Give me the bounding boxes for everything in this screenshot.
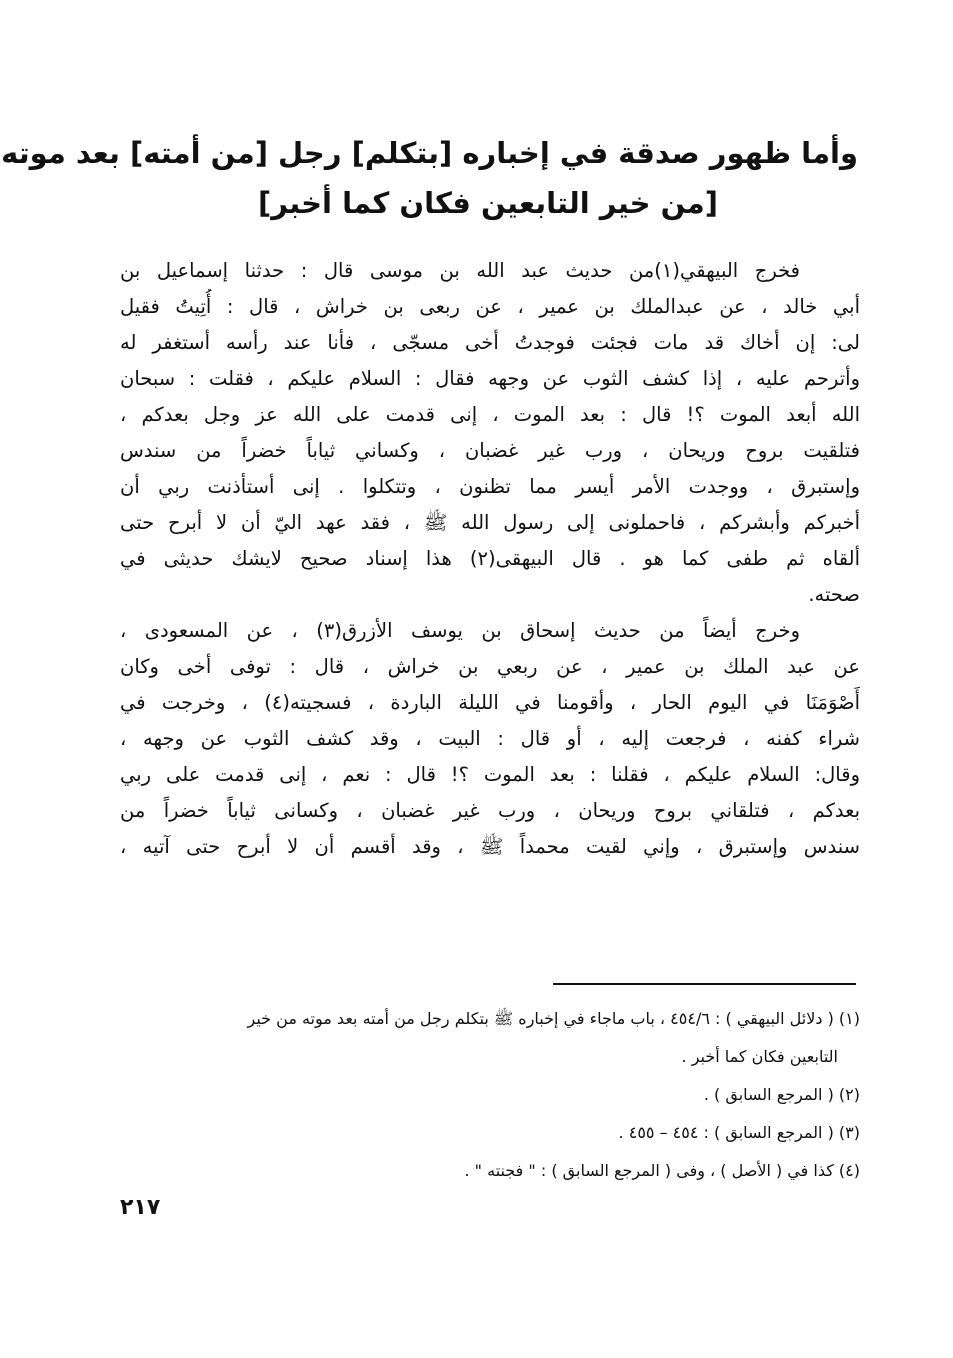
footnote-3: (٣) ( المرجع السابق ) : ٤٥٤ – ٤٥٥ . — [618, 1123, 860, 1142]
chapter-heading — [1, 128, 858, 228]
text-line: سندس وإستبرق ، وإني لقيت محمداً ﷺ ، وقد أقسم أن لا أبرح حتى آتيه ، — [120, 835, 860, 858]
text-line: وأترحم عليه ، إذا كشف الثوب عن وجهه فقال : السلام عليكم ، فقلت : سبحان — [120, 367, 860, 390]
text-line: لى: إن أخاك قد مات فجئت فوجدتُ أخى مسجّى ، فأنا عند رأسه أستغفر له — [120, 331, 860, 354]
text-line: ألقاه ثم طفى كما هو . قال البيهقى(٢) هذا إسناد صحيح لايشك حديثى في — [120, 547, 860, 570]
heading-line-2: [من خير التابعين فكان كما أخبر] — [258, 186, 718, 220]
text-line: أَصْوَمَنَا في اليوم الحار ، وأقومنا في الليلة الباردة ، فسجيته(٤) ، وخرجت في — [120, 691, 860, 714]
footnote-4: (٤) كذا في ( الأصل ) ، وفى ( المرجع السابق ) : " فجنته " . — [464, 1161, 860, 1180]
footnote-1-continued: التابعين فكان كما أخبر . — [681, 1047, 838, 1066]
body-text — [120, 253, 860, 865]
text-line: بعدكم ، فتلقاني بروح وريحان ، ورب غير غضبان ، وكسانى ثياباً خضراً من — [120, 799, 860, 822]
text-line: فخرج البيهقي(١)من حديث عبد الله بن موسى قال : حدثنا إسماعيل بن — [120, 259, 801, 282]
text-line: وقال: السلام عليكم ، فقلنا : بعد الموت ؟! قال : نعم ، إنى قدمت على ربي — [120, 763, 860, 786]
text-line: أبي خالد ، عن عبدالملك بن عمير ، عن ربعى بن خراش ، قال : أُتِيتُ فقيل — [120, 295, 860, 318]
text-line: صحته. — [808, 583, 860, 606]
text-line: أخبركم وأبشركم ، فاحملونى إلى رسول الله ﷺ ، فقد عهد اليّ أن لا أبرح حتى — [120, 511, 860, 534]
text-line: وخرج أيضاً من حديث إسحاق بن يوسف الأزرق(٣) ، عن المسعودى ، — [120, 619, 800, 642]
page-number: ٢١٧ — [120, 1195, 161, 1220]
text-line: فتلقيت بروح وريحان ، ورب غير غضبان ، وكساني ثياباً خضراً من سندس — [120, 439, 860, 462]
text-line: وإستبرق ، ووجدت الأمر أيسر مما تظنون ، وتتكلوا . إنى أستأذنت ربي أن — [120, 475, 860, 498]
heading-line-1: وأما ظهور صدقة في إخباره [بتكلم] رجل [من أمته] بعد موته — [1, 136, 858, 170]
footnote-2: (٢) ( المرجع السابق ) . — [703, 1085, 860, 1104]
footnotes — [120, 1000, 860, 1190]
text-line: عن عبد الملك بن عمير ، عن ربعي بن خراش ، قال : توفى أخى وكان — [120, 655, 860, 678]
footnote-divider — [553, 983, 856, 985]
footnote-1: (١) ( دلائل البيهقي ) : ٤٥٤/٦ ، باب ماجاء في إخباره ﷺ بتكلم رجل من أمته بعد موته من خير — [247, 1009, 860, 1028]
text-line: الله أبعد الموت ؟! قال : بعد الموت ، إنى قدمت على الله عز وجل بعدكم ، — [120, 403, 860, 426]
text-line: شراء كفنه ، فرجعت إليه ، أو قال : البيت ، وقد كشف الثوب عن وجهه ، — [120, 727, 860, 750]
